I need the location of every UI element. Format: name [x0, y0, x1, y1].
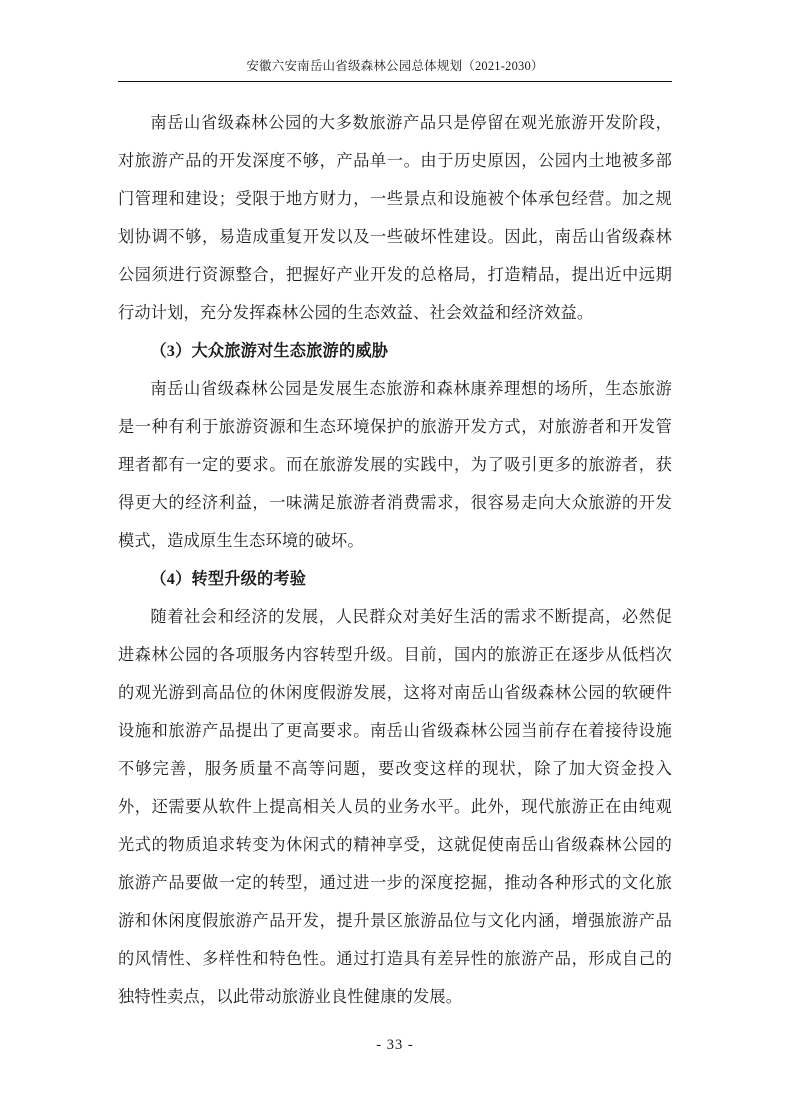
section-heading-3: （3）大众旅游对生态旅游的威胁 — [150, 342, 389, 360]
page-header: 安徽六安南岳山省级森林公园总体规划（2021-2030） — [246, 59, 544, 73]
paragraph-2: 南岳山省级森林公园是发展生态旅游和森林康养理想的场所，生态旅游是一种有利于旅游资源和生态环境保护的旅游开发方式，对旅游者和开发管理者都有一定的要求。而在旅游发展的实践中，为了吸引更多的旅游者，获得更大的经济利益，一味满足旅游者消费需求，很容易走向大众旅游的开发模式，造成原生生态环境的破坏。 — [118, 380, 672, 550]
page-content-area — [118, 56, 672, 1046]
paragraph-3: 随着社会和经济的发展，人民群众对美好生活的需求不断提高，必然促进森林公园的各项服务内容转型升级。目前，国内的旅游正在逐步从低档次的观光游到高品位的休闲度假游发展，这将对南岳山省级森林公园的软硬件设施和旅游产品提出了更高要求。南岳山省级森林公园当前存在着接待设施不够完善，服务质量不高等问题，要改变这样的现状，除了加大资金投入外，还需要从软件上提高相关人员的业务水平。此外，现代旅游正在由纯观光式的物质追求转变为休闲式的精神享受，这就促使南岳山省级森林公园的旅游产品要做一定的转型，通过进一步的深度挖掘，推动各种形式的文化旅游和休闲度假旅游产品开发，提升景区旅游品位与文化内涵，增强旅游产品的风情性、多样性和特色性。通过打造具有差异性的旅游产品，形成自己的独特性卖点，以此带动旅游业良性健康的发展。 — [118, 608, 672, 1006]
paragraph-1: 南岳山省级森林公园的大多数旅游产品只是停留在观光旅游开发阶段，对旅游产品的开发深度不够，产品单一。由于历史原因，公园内土地被多部门管理和建设；受限于地方财力，一些景点和设施被个体承包经营。加之规划协调不够，易造成重复开发以及一些破坏性建设。因此，南岳山省级森林公园须进行资源整合，把握好产业开发的总格局，打造精品，提出近中远期行动计划，充分发挥森林公园的生态效益、社会效益和经济效益。 — [118, 114, 672, 322]
header-divider — [118, 81, 672, 82]
body-text-block — [118, 104, 672, 1016]
section-heading-4: （4）转型升级的考验 — [150, 570, 307, 588]
page-number: - 33 - — [376, 1037, 414, 1053]
